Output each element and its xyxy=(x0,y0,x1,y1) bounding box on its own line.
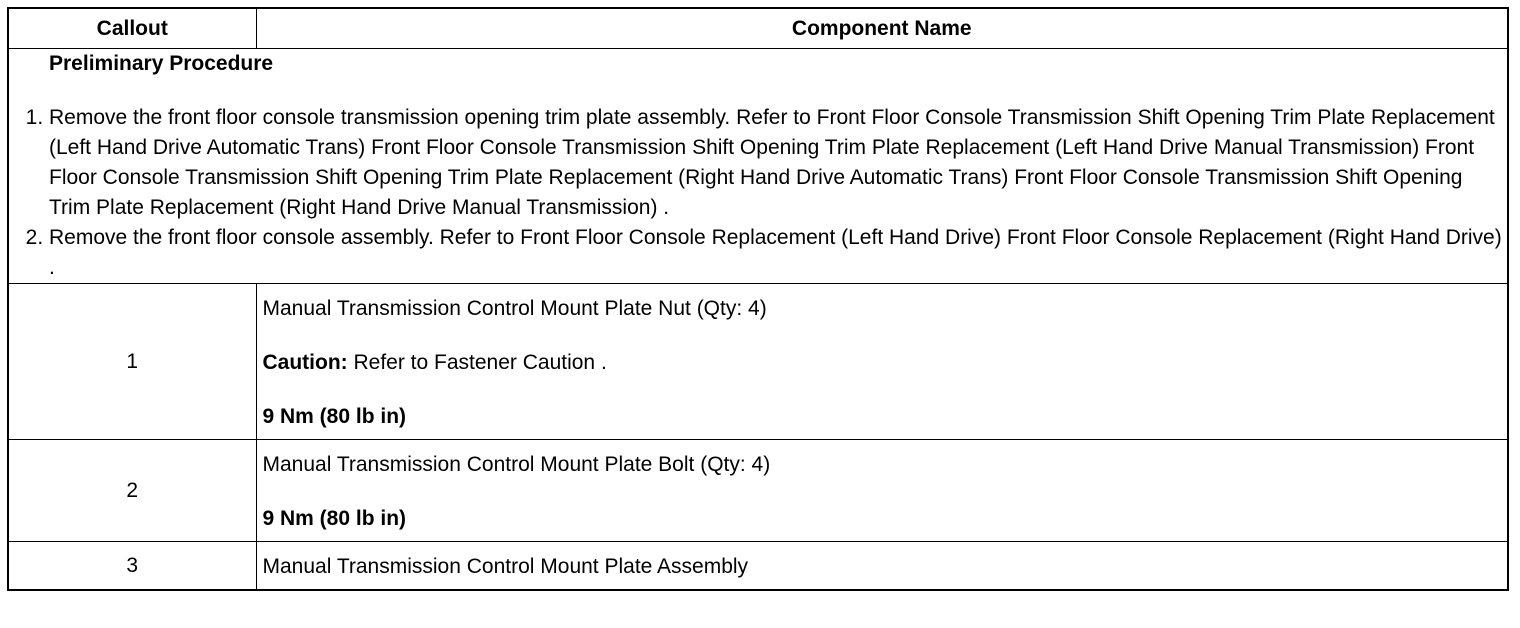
component-name: Manual Transmission Control Mount Plate Bolt (Qty: 4) xyxy=(262,453,771,476)
caution-note xyxy=(263,348,1502,378)
caution-text: Refer to Fastener Caution . xyxy=(347,351,607,374)
torque-spec: 9 Nm (80 lb in) xyxy=(262,507,407,530)
component-name: Manual Transmission Control Mount Plate Assembly xyxy=(262,555,749,578)
component-name-column-header: Component Name xyxy=(256,8,1508,49)
table-row xyxy=(8,542,1508,591)
torque-spec: 9 Nm (80 lb in) xyxy=(262,405,407,428)
table-header-row xyxy=(8,8,1508,49)
preliminary-steps-list xyxy=(9,103,1507,283)
caution-label: Caution: xyxy=(262,351,348,374)
component-name: Manual Transmission Control Mount Plate Nut (Qty: 4) xyxy=(262,297,767,320)
callout-number: 2 xyxy=(8,440,256,542)
component-cell xyxy=(256,440,1508,542)
preliminary-step-1: 1. Remove the front floor console transmission opening trim plate assembly. Refer to Front Floor Console Transmission Shift Opening Trim Plate Replacement (Left Hand Drive Automatic Trans) Front Floor Console Transmission Shift Opening Trim Plate Replacement (Left Hand Drive Manual Transmission) Front Floor Console Transmission Shift Opening Trim Plate Replacement (Right Hand Drive Automatic Trans) Front Floor Console Transmission Shift Opening Trim Plate Replacement (Right Hand Drive Manual Transmission) . xyxy=(49,103,1507,223)
procedure-table xyxy=(7,7,1509,591)
callout-number: 3 xyxy=(8,542,256,591)
preliminary-procedure-row xyxy=(8,49,1508,284)
preliminary-procedure-title: Preliminary Procedure xyxy=(49,52,274,75)
callout-number: 1 xyxy=(8,284,256,440)
component-cell xyxy=(256,284,1508,440)
preliminary-procedure-cell xyxy=(8,49,1508,284)
callout-column-header: Callout xyxy=(8,8,256,49)
component-cell xyxy=(256,542,1508,591)
preliminary-step-2: 2. Remove the front floor console assembly. Refer to Front Floor Console Replacement (Left Hand Drive) Front Floor Console Replacement (Right Hand Drive) . xyxy=(49,223,1507,283)
table-row xyxy=(8,284,1508,440)
table-row xyxy=(8,440,1508,542)
